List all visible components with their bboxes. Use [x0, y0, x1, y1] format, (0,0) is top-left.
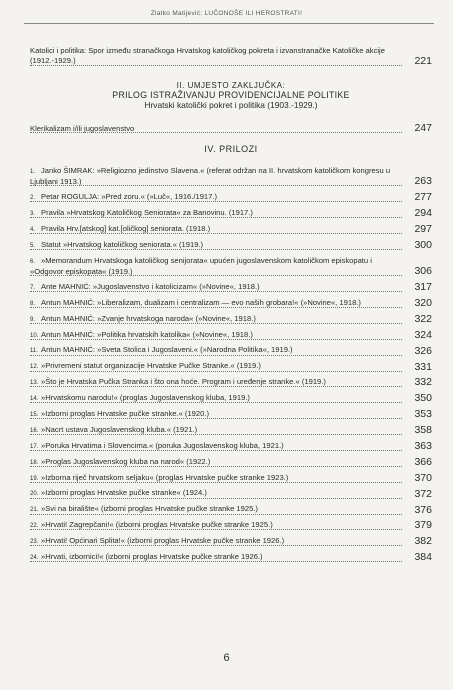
- appendix-entry-number: 1.: [30, 168, 36, 175]
- appendix-entry: [30, 520, 432, 531]
- appendix-entry-number: 14.: [30, 396, 39, 403]
- appendix-entry-text: [30, 377, 432, 388]
- toc-entry-text: Klerikalizam i/ili jugoslavenstvo: [30, 123, 135, 133]
- appendix-entry: [30, 330, 432, 341]
- appendix-entry: [30, 298, 432, 309]
- toc-entry-katolici: [30, 46, 432, 67]
- appendix-entry-title: »Proglas Jugoslavenskog kluba na narod« (1922.): [41, 456, 211, 466]
- prilozi-heading: IV. PRILOZI: [204, 143, 258, 154]
- appendix-entry-text: [30, 393, 432, 404]
- appendix-entry-number: 4.: [30, 226, 36, 233]
- appendix-entry-number: 8.: [30, 300, 36, 307]
- appendix-entry-title: Pravila Hrv.[atskog] kat.[oličkog] seniorata. (1918.): [41, 223, 211, 233]
- appendix-entry-page: 294: [414, 207, 432, 220]
- appendix-entry-text: [30, 240, 432, 251]
- appendix-entry: [30, 393, 432, 404]
- appendix-entry: [30, 457, 432, 468]
- appendix-entry: [30, 345, 432, 356]
- appendix-entry-text: [30, 208, 432, 219]
- toc-entry-page: 221: [414, 54, 432, 67]
- appendix-entry-number: 17.: [30, 443, 39, 450]
- section-subtitle: Hrvatski katolički pokret i politika (1903.-1929.): [144, 99, 318, 110]
- appendix-entry-text: [30, 409, 432, 420]
- appendix-entry-page: 384: [414, 551, 432, 564]
- toc-entry-klerikalizam: [30, 121, 432, 134]
- appendix-entry-title: »Svi na biralište« (izborni proglas Hrvatske pučke stranke 1925.): [41, 504, 258, 514]
- appendix-entry-page: 306: [414, 265, 432, 278]
- appendix-entry-title: »Poruka Hrvatima i Slovencima.« (poruka Jugoslavenskog kluba, 1921.): [41, 440, 284, 450]
- appendix-entry-text: [30, 361, 432, 372]
- appendix-entry-page: 331: [414, 360, 432, 373]
- appendix-list: [30, 166, 432, 563]
- appendix-entry-text: [30, 345, 432, 356]
- appendix-entry-page: 263: [414, 175, 432, 188]
- appendix-entry-title: »Hrvatskomu narodu!« (proglas Jugoslavenskog kluba, 1919.): [41, 393, 250, 403]
- appendix-entry: [30, 361, 432, 372]
- appendix-entry-page: 350: [414, 392, 432, 405]
- appendix-entry-text: [30, 256, 432, 278]
- appendix-entry-text: [30, 520, 432, 531]
- section-ii-heading: [30, 81, 432, 110]
- appendix-entry-text: [30, 282, 432, 293]
- appendix-entry-number: 24.: [30, 554, 39, 561]
- appendix-entry-page: 332: [414, 376, 432, 389]
- appendix-entry-page: 370: [414, 471, 432, 484]
- appendix-entry: [30, 208, 432, 219]
- appendix-entry-page: 322: [414, 312, 432, 325]
- section-number: II. UMJESTO ZAKLJUČKA:: [176, 80, 286, 90]
- toc-entry-page: 247: [414, 121, 432, 134]
- appendix-entry-number: 20.: [30, 491, 39, 498]
- appendix-entry-number: 12.: [30, 364, 39, 371]
- appendix-entry: [30, 425, 432, 436]
- appendix-entry-title: »Što je Hrvatska Pučka Stranka i što ona hoće. Program i uređenje stranke.« (1919.): [41, 377, 326, 387]
- appendix-entry-number: 22.: [30, 523, 39, 530]
- appendix-entry-number: 23.: [30, 539, 39, 546]
- appendix-entry-page: 277: [414, 191, 432, 204]
- appendix-entry-page: 372: [414, 487, 432, 500]
- appendix-entry-text: [30, 552, 432, 563]
- appendix-entry-title: Janko ŠIMRAK: »Religiozno jedinstvo Slavena.« (referat održan na II. hrvatskom katoličkom kongresu u Ljubljani 1913.): [30, 165, 391, 187]
- appendix-entry-number: 5.: [30, 242, 36, 249]
- appendix-entry-number: 6.: [30, 258, 36, 265]
- appendix-entry-title: Statut »Hrvatskog katoličkog seniorata.« (1919.): [41, 239, 204, 249]
- appendix-entry-text: [30, 473, 432, 484]
- appendix-entry-page: 382: [414, 535, 432, 548]
- appendix-entry-text: [30, 298, 432, 309]
- appendix-entry: [30, 536, 432, 547]
- appendix-entry-text: [30, 488, 432, 499]
- appendix-entry-page: 363: [414, 440, 432, 453]
- appendix-entry-number: 18.: [30, 459, 39, 466]
- appendix-entry-title: »Izborni proglas Hrvatske pučke stranke« (1924.): [41, 488, 207, 498]
- appendix-entry-title: Antun MAHNIĆ: »Zvanje hrvatskoga naroda« (»Novine«, 1918.): [41, 313, 256, 323]
- appendix-entry-text: [30, 441, 432, 452]
- appendix-entry-page: 376: [414, 503, 432, 516]
- appendix-entry-title: »Izborni proglas Hrvatske pučke stranke.« (1920.): [41, 408, 209, 418]
- appendix-entry-text: [30, 224, 432, 235]
- appendix-entry-page: 366: [414, 455, 432, 468]
- appendix-entry-title: »Izborna riječ hrvatskom seljaku« (proglas Hrvatske pučke stranke 1923.): [41, 472, 289, 482]
- appendix-entry-title: »Hrvati, izbornici!« (izborni proglas Hrvatske pučke stranke 1926.): [41, 551, 263, 561]
- appendix-entry-number: 19.: [30, 475, 39, 482]
- section-title: PRILOG ISTRAŽIVANJU PROVIDENCIJALNE POLITIKE: [112, 89, 350, 100]
- appendix-entry-page: 379: [414, 519, 432, 532]
- appendix-entry: [30, 488, 432, 499]
- appendix-entry-number: 15.: [30, 411, 39, 418]
- appendix-entry: [30, 552, 432, 563]
- appendix-entry-number: 11.: [30, 348, 38, 355]
- appendix-entry-page: 317: [414, 281, 432, 294]
- appendix-entry-text: [30, 425, 432, 436]
- appendix-entry-title: »Privremeni statut organizacije Hrvatske Pučke Stranke.« (1919.): [41, 361, 261, 371]
- appendix-entry-page: 300: [414, 239, 432, 252]
- appendix-entry-number: 10.: [30, 332, 39, 339]
- appendix-entry-title: Petar ROGULJA: »Pred zoru.« (»Luč«, 1916./1917.): [41, 192, 218, 202]
- appendix-entry-number: 21.: [30, 507, 39, 514]
- appendix-entry-text: [30, 192, 432, 203]
- appendix-entry: [30, 256, 432, 278]
- toc-entry-text: Katolici i politika: Spor između stranačkoga Hrvatskog katoličkog pokreta i izvanstranačke Katoličke akcije (1912.-1929.): [30, 46, 385, 66]
- appendix-entry-number: 16.: [30, 427, 39, 434]
- appendix-entry: [30, 504, 432, 515]
- appendix-entry-text: [30, 536, 432, 547]
- appendix-entry-text: [30, 166, 432, 188]
- appendix-entry-page: 358: [414, 424, 432, 437]
- appendix-entry: [30, 409, 432, 420]
- appendix-entry-title: Antun MAHNIĆ: »Liberalizam, dualizam i centralizam — evo naših grobara!« (»Novine«, 1918.): [41, 297, 361, 307]
- appendix-entry: [30, 282, 432, 293]
- appendix-entry: [30, 473, 432, 484]
- appendix-entry-title: »Hrvati! Zagrepčani!« (izborni proglas Hrvatske pučke stranke 1925.): [41, 520, 273, 530]
- appendix-entry-number: 2.: [30, 195, 36, 202]
- appendix-entry-number: 3.: [30, 210, 36, 217]
- appendix-entry-text: [30, 314, 432, 325]
- appendix-entry-text: [30, 457, 432, 468]
- appendix-entry-title: Antun MAHNIĆ: »Politika hrvatskih katolika« (»Novine«, 1918.): [41, 329, 253, 339]
- appendix-entry-page: 326: [414, 344, 432, 357]
- appendix-entry: [30, 314, 432, 325]
- appendix-entry-number: 9.: [30, 316, 36, 323]
- appendix-entry: [30, 240, 432, 251]
- appendix-entry-title: »Nacrt ustava Jugoslavenskog kluba.« (1921.): [41, 424, 198, 434]
- appendix-entry-text: [30, 330, 432, 341]
- appendix-entry-page: 324: [414, 328, 432, 341]
- appendix-entry: [30, 192, 432, 203]
- appendix-entry-page: 353: [414, 408, 432, 421]
- appendix-entry: [30, 166, 432, 188]
- appendix-entry-title: »Memorandum Hrvatskoga katoličkog senijorata« upućen jugoslavenskom katoličkom episkopatu i »Odgovor episkopata« (1919.): [30, 255, 372, 276]
- page-number: 6: [223, 652, 230, 664]
- header-rule: [24, 23, 434, 24]
- appendix-entry-page: 297: [414, 223, 432, 236]
- table-of-contents: [30, 46, 432, 568]
- appendix-entry: [30, 377, 432, 388]
- appendix-entry-text: [30, 504, 432, 515]
- appendix-entry-title: »Hrvati! Općinari Splita!« (izborni proglas Hrvatske pučke stranke 1926.): [41, 536, 285, 546]
- appendix-entry-title: Pravila »Hrvatskog Katoličkog Seniorata« za Banovinu. (1917.): [41, 207, 253, 217]
- appendix-entry-title: Antun MAHNIĆ: »Sveta Stolica i Jugoslaveni.« (»Narodna Politika«, 1919.): [41, 345, 293, 355]
- running-head: Zlatko Matijević: LUČONOŠE ILI HEROSTRATI!: [150, 10, 303, 17]
- appendix-entry: [30, 224, 432, 235]
- appendix-entry-number: 13.: [30, 380, 39, 387]
- appendix-entry: [30, 441, 432, 452]
- appendix-entry-title: Ante MAHNIĆ: »Jugoslavenstvo i katolicizam« (»Novine«, 1918.): [41, 281, 260, 291]
- appendix-entry-number: 7.: [30, 284, 36, 291]
- appendix-entry-page: 320: [414, 297, 432, 310]
